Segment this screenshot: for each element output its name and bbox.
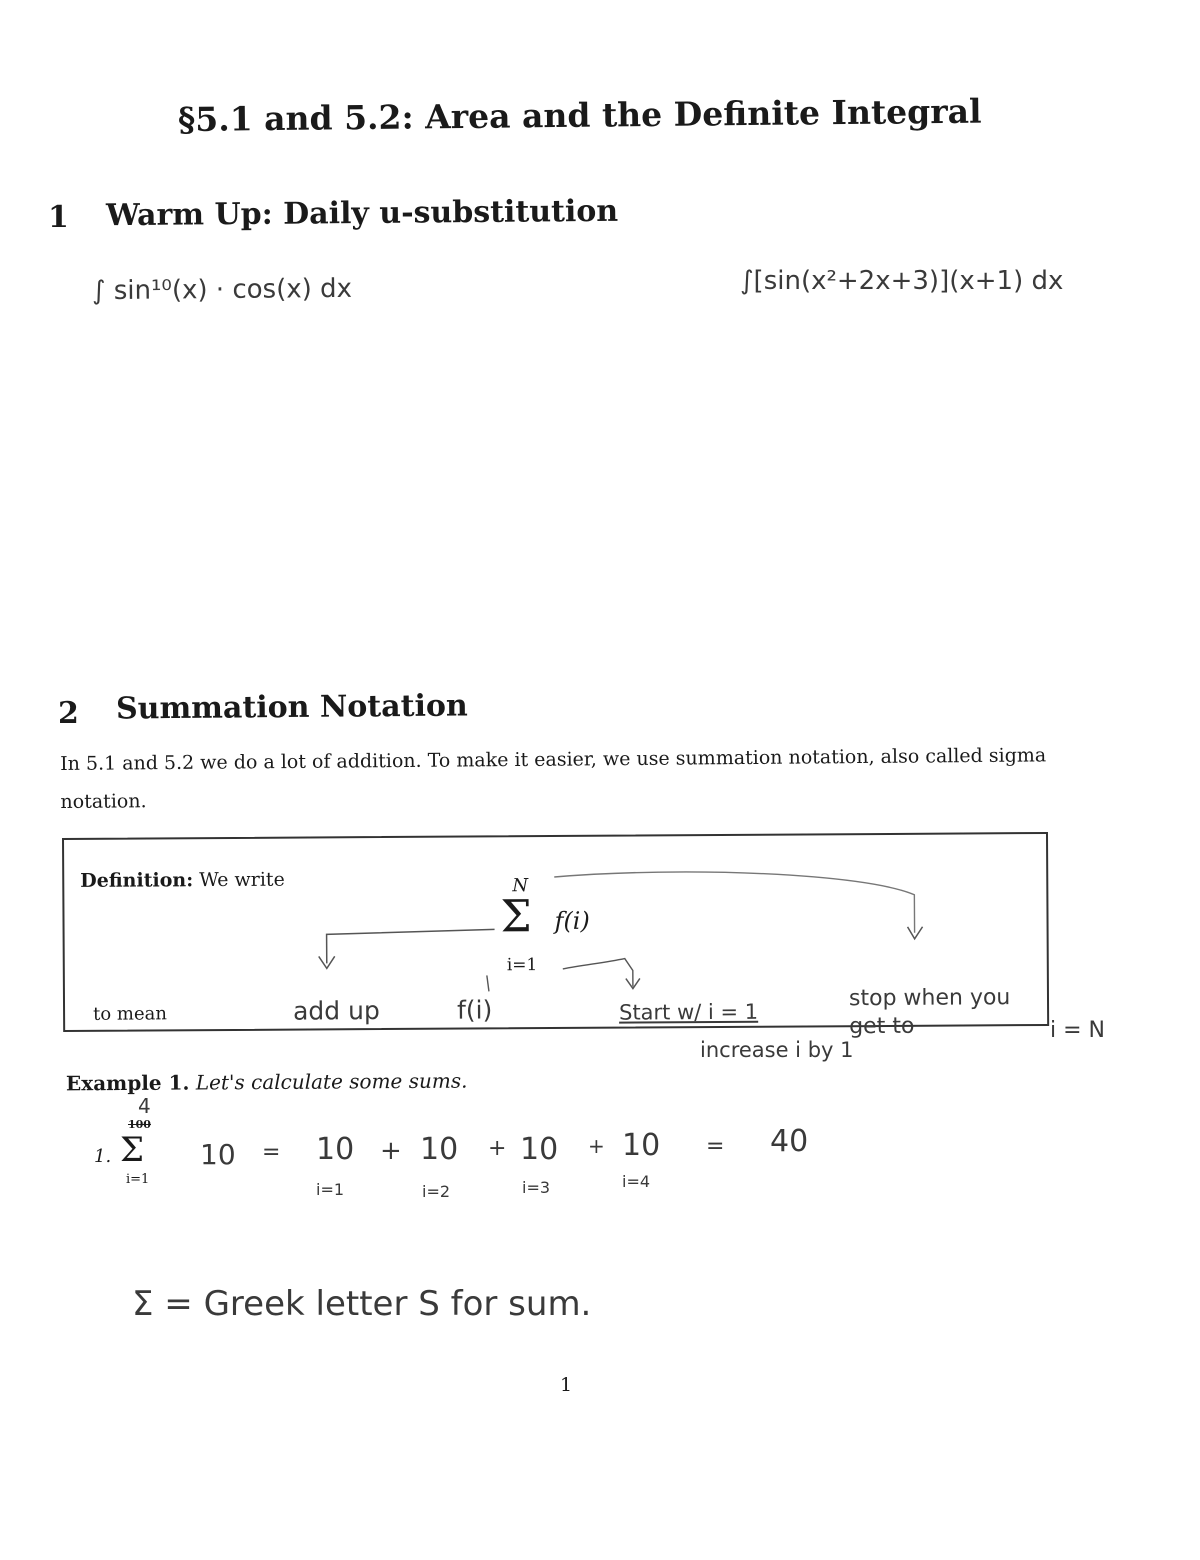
index-3: i=3	[522, 1178, 551, 1197]
plus-2: +	[488, 1136, 507, 1161]
definition-box	[62, 832, 1049, 1040]
example-equals-1: =	[262, 1140, 281, 1165]
example-item-number: 1.	[94, 1146, 112, 1167]
note-add-up: add up	[292, 996, 380, 1026]
example-lower-limit: i=1	[126, 1172, 150, 1187]
sigma-symbol: Σ	[500, 891, 532, 943]
example-label: Example 1.	[65, 1070, 190, 1096]
plus-3: +	[588, 1134, 605, 1158]
note-i-equals-n: i = N	[1050, 1018, 1105, 1043]
note-stop: stop when you get to	[848, 985, 1011, 1040]
sigma-note: Σ = Greek letter S for sum.	[132, 1284, 592, 1324]
note-increase: increase i by 1	[700, 1038, 854, 1062]
example-upper-crossed: 100	[128, 1118, 151, 1131]
sigma-upper-limit: N	[512, 875, 529, 897]
term-1: 10	[316, 1132, 355, 1167]
summation-intro: In 5.1 and 5.2 we do a lot of addition. To make it easier, we use summation notation, also called sigma notation.	[60, 744, 1047, 813]
sigma-body: f(i)	[554, 906, 590, 935]
section-2-number: 2	[58, 696, 79, 731]
example-equals-2: =	[706, 1134, 725, 1159]
example-heading	[66, 1069, 468, 1096]
example-body: 10	[200, 1138, 236, 1171]
section-2-title: Summation Notation	[115, 688, 468, 727]
section-1-number: 1	[48, 200, 69, 235]
page-number: 1	[560, 1374, 573, 1396]
example-upper-written: 4	[138, 1094, 151, 1118]
index-1: i=1	[316, 1180, 345, 1199]
definition-we-write: We write	[199, 868, 285, 892]
warmup-integral-1: ∫ sin¹⁰(x) · cos(x) dx	[91, 273, 353, 307]
definition-label: Definition:	[80, 869, 194, 892]
example-sigma: Σ	[120, 1130, 145, 1170]
index-4: i=4	[622, 1172, 651, 1191]
index-2: i=2	[422, 1182, 451, 1201]
to-mean-text: to mean	[93, 1003, 167, 1025]
note-start: Start w/ i = 1	[619, 999, 759, 1025]
term-4: 10	[622, 1128, 661, 1163]
section-1-title: Warm Up: Daily u-substitution	[105, 193, 619, 234]
example-text: Let's calculate some sums.	[195, 1068, 468, 1095]
example-result: 40	[770, 1124, 809, 1159]
term-3: 10	[520, 1132, 559, 1167]
page-title: §5.1 and 5.2: Area and the Definite Integral	[177, 91, 982, 139]
warmup-integral-2: ∫[sin(x²+2x+3)](x+1) dx	[740, 266, 1064, 296]
sigma-lower-limit: i=1	[506, 955, 538, 976]
note-f-i: f(i)	[456, 995, 493, 1025]
term-2: 10	[420, 1132, 459, 1167]
plus-1: +	[380, 1136, 402, 1166]
